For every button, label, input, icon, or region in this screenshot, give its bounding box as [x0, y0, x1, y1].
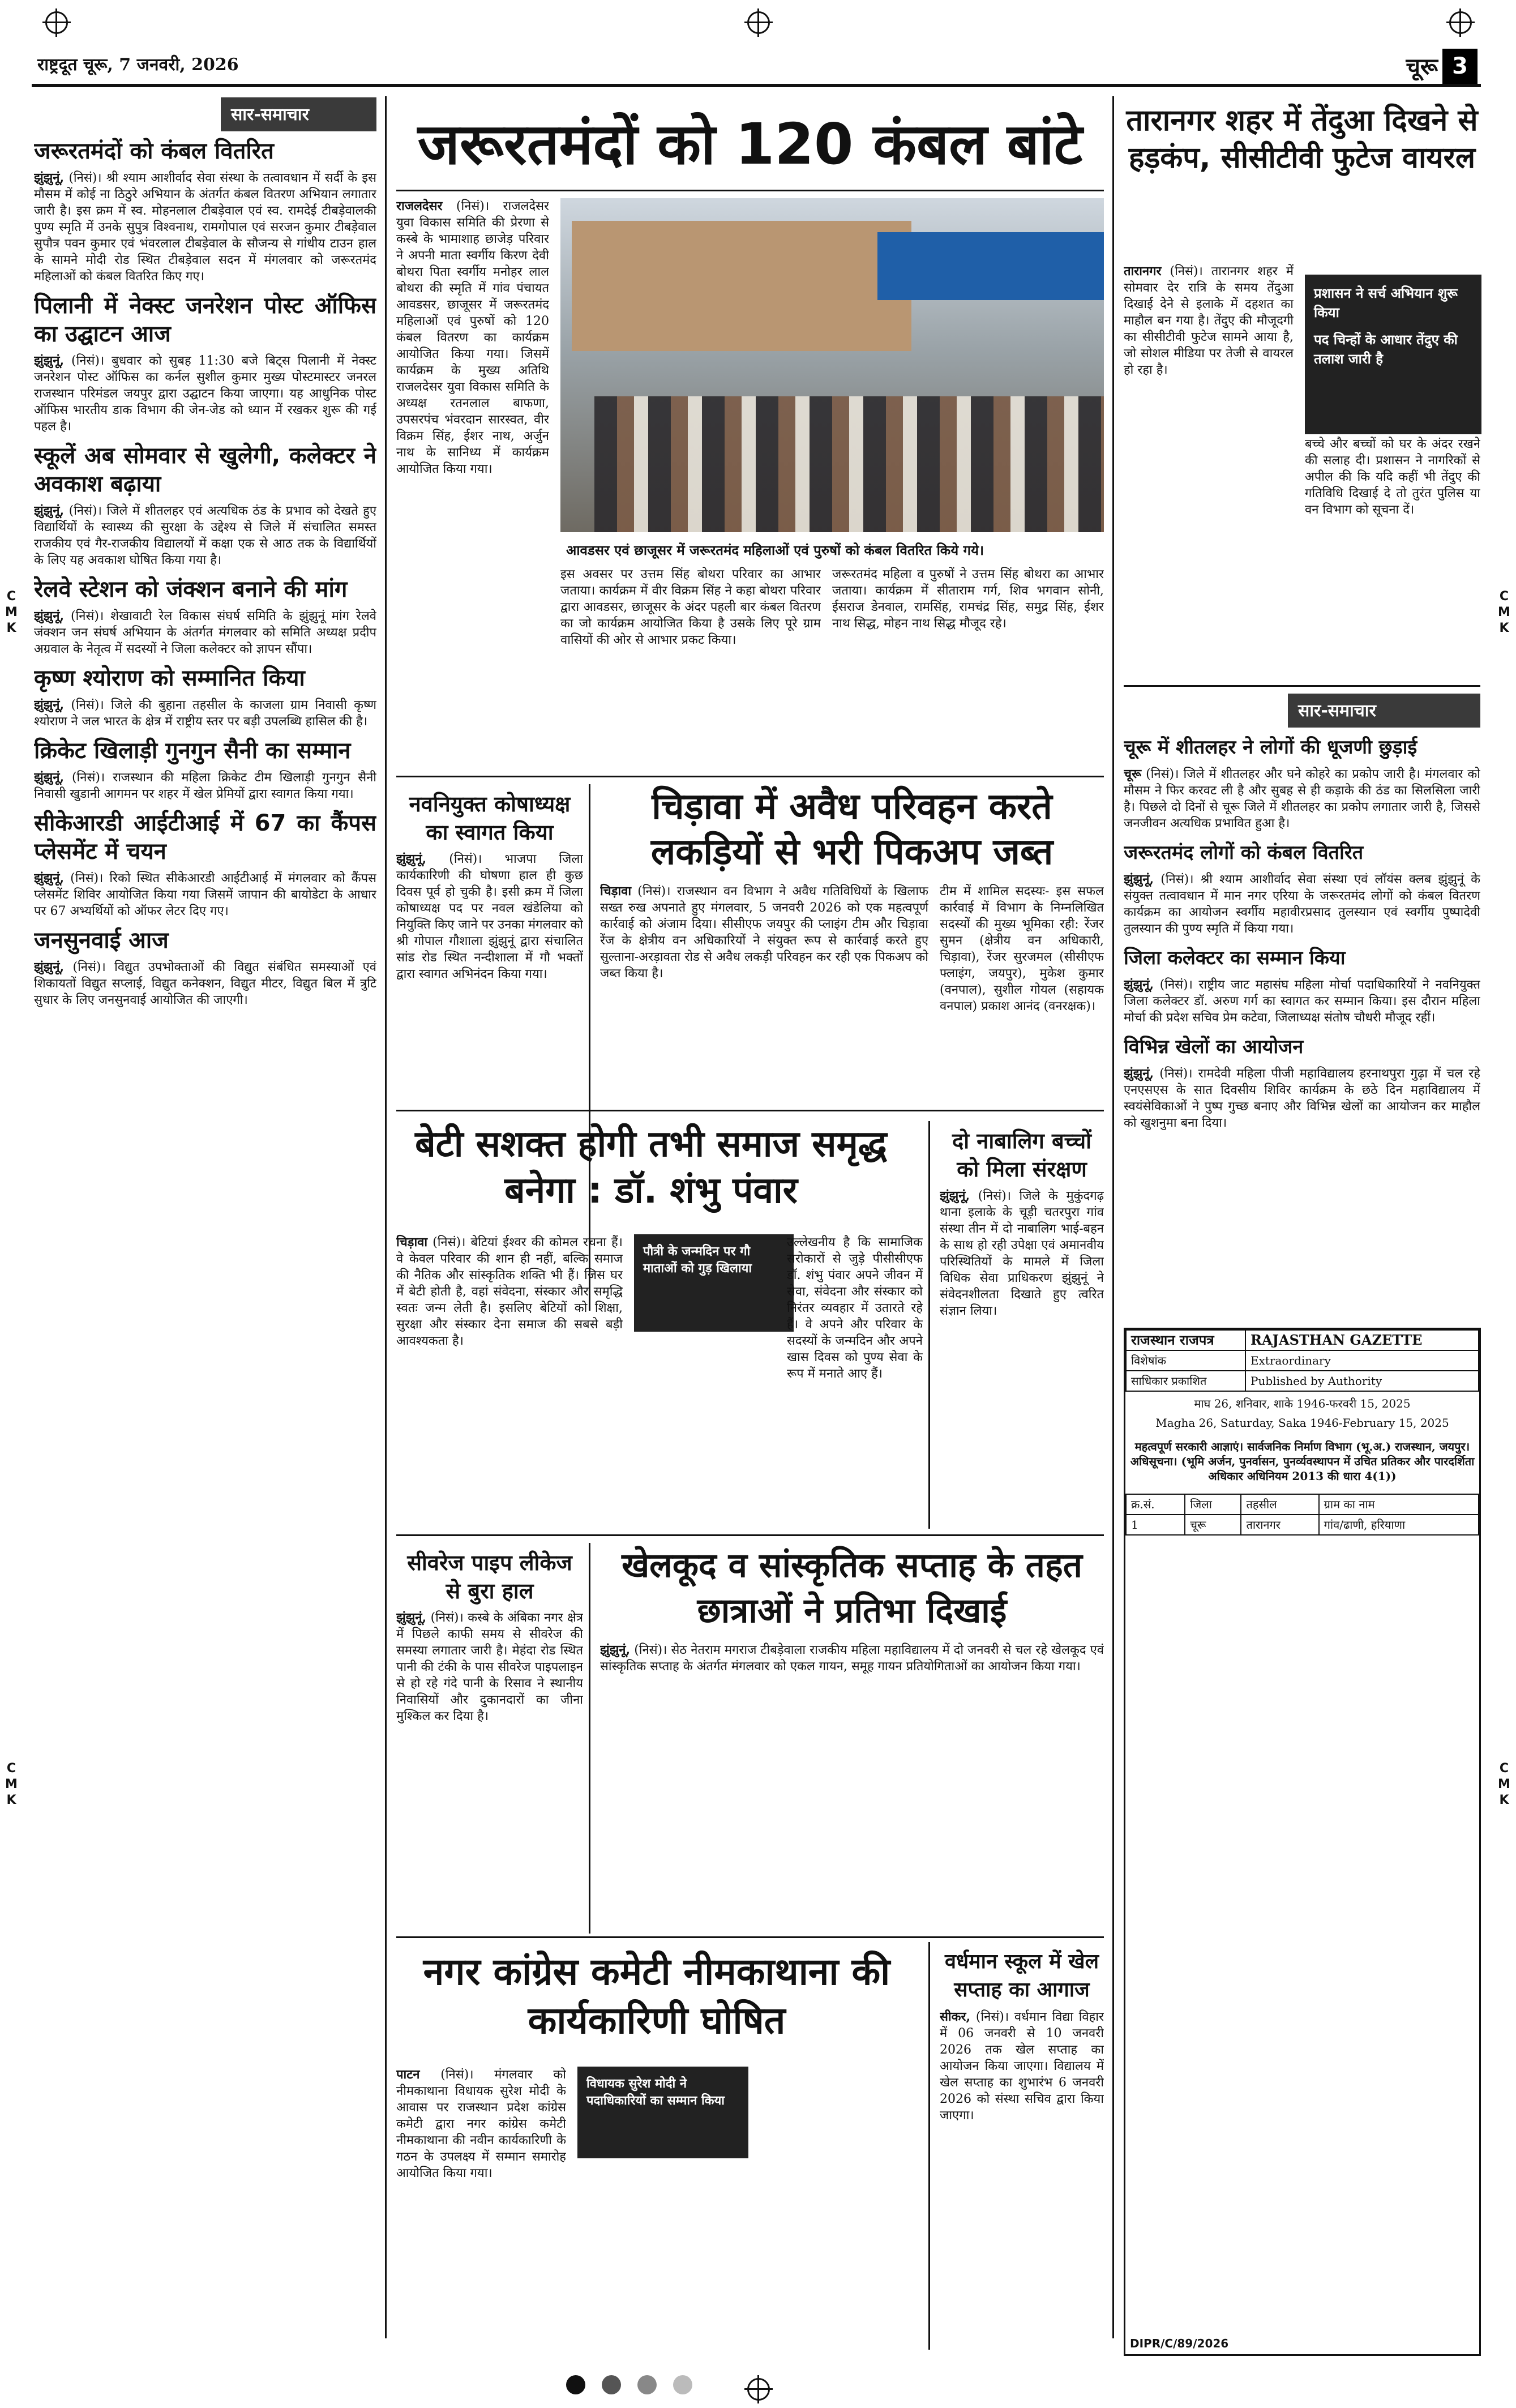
dateline: झुंझुनूं, — [34, 609, 65, 623]
photo-crowd — [594, 396, 1104, 532]
dateline: झुंझुनूं, — [34, 353, 65, 368]
article-body — [34, 697, 376, 730]
article-title: जरूरतमंदों को कंबल वितरित — [34, 138, 274, 164]
cmk-mark: C M K — [1498, 589, 1510, 635]
headline-rule — [396, 190, 1104, 191]
dateline: झुंझुनूं, — [1124, 872, 1154, 887]
article-text: (निसं)। शेखावाटी रेल विकास संघर्ष समिति के झुंझुनूं मांग रेलवे जंक्शन जन संघर्ष अभियान के अंतर्गत मंगलवार को समिति अध्यक्ष प्रदीप अग्रवाल के नेतृत्व में सदस्यों ने जिला कलेक्टर को ज्ञापन सौंपा। — [34, 609, 376, 656]
gazette-body: महत्वपूर्ण सरकारी आज्ञाएं। सार्वजनिक निर्माण विभाग (भू.अ.) राजस्थान, जयपुर। अधिसूचना। (भूमि अर्जन, पुनर्वासन, पुनर्व्यवस्थापन में उचित प्रतिकर और पारदर्शिता अधिकार अधिनियम 2013 की धारा 4(1)) — [1130, 1440, 1475, 1483]
article-body — [34, 170, 376, 285]
sports-headline: खेलकूद व सांस्कृतिक सप्ताह के तहत छात्राओं ने प्रतिभा दिखाई — [622, 1546, 1082, 1631]
section-rule — [1124, 685, 1480, 687]
article-text: (निसं)। मंगलवार को नीमकाथाना विधायक सुरेश मोदी के आवास पर राजस्थान प्रदेश कांग्रेस कमेटी द्वारा नगर कांग्रेस कमेटी नीमकाथाना की नवीन कार्यकारिणी के गठन के उपलक्ष्य में सम्मान समारोह आयोजित किया गया। — [396, 2068, 566, 2180]
article-title: जरूरतमंद लोगों को कंबल वितरित — [1124, 841, 1364, 864]
gazette-footer: DIPR/C/89/2026 — [1130, 2337, 1229, 2350]
lead-headline: जरूरतमंदों को 120 कंबल बांटे — [417, 111, 1083, 177]
bullet-item: प्रशासन ने सर्च अभियान शुरू किया — [1314, 285, 1458, 320]
article-text: (निसं)। जिले में शीतलहर और घने कोहरे का प्रकोप जारी है। मंगलवार को मौसम ने फिर करवट ली है और सुबह से ही कड़ाके की ठंड का सिलसिला जारी है। पिछले दो दिनों से चूरू जिले में शीतलहर का प्रकोप लगातार जारी है, जिससे जनजीवन अत्यधिक प्रभावित हुआ है। — [1124, 767, 1480, 831]
article-text: (निसं)। जिले में शीतलहर एवं अत्यधिक ठंड के प्रभाव को देखते हुए विद्यार्थियों के स्वास्थ्य की सुरक्षा के उद्देश्य से जिले में संचालित समस्त राजकीय एवं गैर-राजकीय विद्यालयों में कक्षा एक से आठ तक के विद्यार्थियों के लिए यह अवकाश घोषित किया गया है। — [34, 504, 376, 567]
gazette-date-hi: माघ 26, शनिवार, शाके 1946-फरवरी 15, 2025 — [1194, 1397, 1411, 1410]
highlight-box — [577, 2067, 748, 2158]
header-city: चूरू — [1406, 53, 1438, 80]
gazette-date-en: Magha 26, Saturday, Saka 1946-February 15, 2025 — [1155, 1416, 1449, 1430]
article-title: सीवरेज पाइप लीकेज से बुरा हाल — [407, 1550, 572, 1603]
section-label: सार-समाचार — [1288, 694, 1480, 728]
article-title: चूरू में शीतलहर ने लोगों की धूजणी छुड़ाई — [1124, 736, 1417, 759]
page-header — [32, 49, 1481, 87]
article-text: (निसं)। राजलदेसर युवा विकास समिति की प्रेरणा से कस्बे के भामाशाह छाजेड़ परिवार ने अपनी माता स्वर्गीय किरण देवी बोथरा पिता स्वर्गीय मनोहर लाल बोथरा की स्मृति में गांव पंचायत आवडसर, छाजूसर में जरूरतमंद महिलाओं एवं पुरुषों को 120 कंबल वितरण का कार्यक्रम आयोजित किया गया। जिसमें कार्यक्रम के मुख्य अतिथि राजलदेसर युवा विकास समिति के अध्यक्ष रतनलाल बाफणा, उपसरपंच भंवरदान सारस्वत, वीर विक्रम सिंह, ईशर नाथ, अर्जुन नाथ के सानिध्य में कार्यक्रम आयोजित किया गया। — [396, 199, 549, 476]
sewerage-story — [396, 1543, 583, 1934]
article-text: (निसं)। भाजपा जिला कार्यकारिणी की घोषणा हाल ही कुछ दिवस पूर्व हो चुकी है। इसी क्रम में जिला कोषाध्यक्ष पद पर नवल खंडेलिया को नियुक्ति किए जाने पर उनका मंगलवार को श्री गोपाल गौशाला झुंझुनूं द्वारा संचालित सांड रोड स्थित नन्दीशाला में गौ भक्तों द्वारा स्वागत अभिनंदन किया गया। — [396, 852, 583, 981]
left-column — [34, 97, 376, 2362]
article-text: (निसं)। राजस्थान वन विभाग ने अवैध गतिविधियों के खिलाफ सख्त रुख अपनाते हुए मंगलवार, 5 जनवरी 2026 को एक महत्वपूर्ण कार्रवाई को अंजाम दिया। सीसीएफ जयपुर की प्लाइंग टीम और चिड़ावा रेंज के क्षेत्रीय वन अधिकारियों ने संयुक्त रूप से कार्रवाई करते हुए सुल्ताना-अरड़ावता रोड से अवैध लकड़ी परिवहन कर रही एक पिकअप को जब्त किया है। — [600, 884, 928, 981]
dateline: झुंझुनूं, — [34, 503, 65, 518]
section-rule — [396, 1534, 1104, 1536]
cmk-mark: C M K — [1498, 1761, 1510, 1807]
lead-column-1 — [396, 198, 549, 770]
article-title: वर्धमान स्कूल में खेल सप्ताह का आगाज — [944, 1950, 1099, 2001]
color-dot — [637, 2375, 657, 2394]
dateline: झुंझुनूं, — [34, 698, 65, 712]
gazette-sub-hi: विशेषांक — [1126, 1350, 1245, 1371]
article-body — [34, 503, 376, 568]
table-cell: तारानगर — [1241, 1515, 1318, 1535]
color-dot — [673, 2375, 692, 2394]
article-title: रेलवे स्टेशन को जंक्शन बनाने की मांग — [34, 576, 348, 602]
article-text: (निसं)। बेटियां ईश्वर की कोमल रचना हैं। वे केवल परिवार की शान ही नहीं, बल्कि समाज की नैतिक और सांस्कृतिक शक्ति भी हैं। जिस घर में बेटी होती है, वहां संवेदना, संस्कार और समृद्धि स्वतः जन्म लेती है। इसलिए बेटियों को शिक्षा, सुरक्षा और संस्कार देना समाज की सबसे बड़ी आवश्यकता है। — [396, 1235, 623, 1348]
article-text: (निसं)। राष्ट्रीय जाट महासंघ महिला मोर्चा पदाधिकारियों ने नवनियुक्त जिला कलेक्टर डॉ. अरुण गर्ग का स्वागत कर सम्मान किया। इस दौरान महिला मोर्चा की प्रदेश सचिव प्रेम कटेवा, जिलाध्यक्ष संतोष चौधरी मौजूद रहीं। — [1124, 978, 1480, 1025]
color-bar — [566, 2375, 962, 2398]
article-title: जनसुनवाई आज — [34, 927, 169, 953]
lead-photo — [560, 198, 1104, 532]
registration-mark — [1449, 11, 1472, 34]
dateline: झुंझुनूं, — [600, 1643, 631, 1657]
column-rule — [1112, 96, 1114, 2338]
dateline: झुंझुनूं, — [34, 770, 65, 785]
article-text: बच्चे और बच्चों को घर के अंदर रखने की सलाह दी। प्रशासन ने नागरिकों से अपील की कि यदि कहीं भी तेंदुए की गतिविधि दिखाई दे तो तुरंत पुलिस या वन विभाग को सूचना दें। — [1305, 437, 1480, 517]
table-header: क्र.सं. — [1126, 1494, 1185, 1515]
wood-text-2 — [940, 883, 1104, 1104]
children-story — [940, 1121, 1104, 1529]
section-rule — [396, 1110, 1104, 1111]
photo-building — [572, 221, 911, 351]
article-text: (निसं)। बुधवार को सुबह 11:30 बजे बिट्स पिलानी में नेक्स्ट जनरेशन पोस्ट ऑफिस का कर्नल सुशील कुमार मुख्य पोस्टमास्टर जनरल राजस्थान परिमंडल जयपुर द्वारा उद्घाटन किया जाएगा। यह आधुनिक पोस्ट ऑफिस भारतीय डाक विभाग की जेन-जेड को ध्यान में रखकर शुरू की गई पहल है। — [34, 354, 376, 434]
lead-column-2 — [560, 566, 821, 759]
article-text: (निसं)। जिले के मुकुंदगढ़ थाना इलाके के चूड़ी चतरपुरा गांव संस्था तीन में दो नाबालिग भाई-बहन के साथ हो रही उपेक्षा एवं अमानवीय परिस्थितियों के मामले में जिला विधिक सेवा प्राधिकरण झुंझुनूं ने संवेदनशीलता दिखाते हुए त्वरित संज्ञान लिया। — [940, 1189, 1104, 1318]
dateline: सीकर, — [940, 2009, 971, 2024]
column-rule — [589, 1543, 590, 1934]
page-number: 3 — [1442, 49, 1478, 84]
bullet-item: विधायक सुरेश मोदी ने पदाधिकारियों का सम्मान किया — [586, 2077, 725, 2108]
section-rule — [396, 776, 1104, 777]
dateline: राजलदेसर — [396, 199, 443, 213]
gazette-sub-en: Extraordinary — [1245, 1350, 1479, 1371]
article-title: जिला कलेक्टर का सम्मान किया — [1124, 947, 1346, 969]
registration-mark — [747, 11, 770, 34]
gazette-auth-en: Published by Authority — [1245, 1371, 1479, 1391]
article-text: उल्लेखनीय है कि सामाजिक सरोकारों से जुड़े पीसीसीएफ डॉ. शंभु पंवार अपने जीवन में सेवा, संवेदना और संस्कार को निरंतर व्यवहार में उतारते रहे हैं। वे अपने और परिवार के सदस्यों के जन्मदिन और अपने खास दिवस को पुण्य सेवा के रूप में मनाते आए हैं। — [787, 1235, 923, 1381]
dateline: चिड़ावा — [600, 884, 632, 899]
daughter-headline: बेटी सशक्त होगी तभी समाज समृद्ध बनेगा : डॉ. शंभु पंवार — [415, 1123, 887, 1212]
article-title: स्कूलें अब सोमवार से खुलेगी, कलेक्टर ने अवकाश बढ़ाया — [34, 443, 376, 497]
article-text: (निसं)। तारानगर शहर में सोमवार देर रात्रि के समय तेंदुआ दिखाई देने से इलाके में दहशत का माहौल बन गया है। तेंदुए की मौजूदगी का सीसीटीवी फुटेज सामने आया है, जो सोशल मीडिया पर तेजी से वायरल हो रहा है। — [1124, 264, 1294, 377]
dateline: झुंझुनूं, — [940, 1188, 970, 1203]
wood-text — [600, 883, 928, 1104]
section-label: सार-समाचार — [221, 97, 376, 131]
dateline: चूरू — [1124, 767, 1142, 781]
header-date: राष्ट्रदूत चूरू, 7 जनवरी, 2026 — [37, 55, 239, 75]
column-rule — [928, 1121, 930, 1529]
article-text: टीम में शामिल सदस्यः- इस सफल कार्रवाई में विभाग के निम्नलिखित सदस्यों की मुख्य भूमिका रही: रेंजर सुमन (क्षेत्रीय वन अधिकारी, चिड़ावा), रेंजर सुरजमल (सीसीएफ फ्लाइंग, जयपुर), मुकेश कुमार (वनपाल), सुशील गोयल (सहायक वनपाल) प्रकाश आनंद (वनरक्षक)। — [940, 884, 1104, 1013]
gazette-header-table — [1125, 1329, 1479, 1392]
color-dot — [566, 2375, 585, 2394]
dateline: झुंझुनूं, — [1124, 977, 1154, 992]
article-text: (निसं)। श्री श्याम आशीर्वाद सेवा संस्था के तत्वावधान में सर्दी के इस मौसम में कोई ना ठिठुरे अभियान के अंतर्गत कंबल वितरण अभियान लगातार जारी है। इस क्रम में स्व. मोहनलाल टीबड़ेवाल एवं स्व. रामदेई टीबड़ेवालकी पुण्य स्मृति में उनके सुपुत्र विश्वनाथ, रामगोपाल एवं सरजन कुमार टीबड़ेवाल सुपौत्र पवन कुमार एवं भंवरलाल टीबड़ेवाल के सौजन्य से गांधीय टाउन हाल के सामने मोदी रोड स्थित टीबड़ेवाल सदन में मंगलवार को जरूरतमंद महिलाओं को कंबल वितरित किए गए। — [34, 171, 376, 284]
article-title: सीकेआरडी आईटीआई में 67 का कैंपस प्लेसमेंट में चयन — [34, 810, 376, 865]
leopard-headline: तारानगर शहर में तेंदुआ दिखने से हड़कंप, सीसीटीवी फुटेज वायरल — [1126, 104, 1478, 175]
article-body — [34, 353, 376, 435]
leopard-text — [1124, 263, 1294, 671]
bullet-item: पौत्री के जन्मदिन पर गौ माताओं को गुड़ खिलाया — [643, 1244, 752, 1276]
article-title: पिलानी में नेक्स्ट जनरेशन पोस्ट ऑफिस का उद्घाटन आज — [34, 293, 376, 347]
column-rule — [589, 784, 590, 1311]
color-dot — [602, 2375, 621, 2394]
article-text: (निसं)। श्री श्याम आशीर्वाद सेवा संस्था एवं लॉयंस क्लब झुंझुनूं के संयुक्त तत्वावधान में मान नगर एरिया के जरूरतमंद लोगों को कंबल वितरण कार्यक्रम का आयोजन स्वर्गीय महावीरप्रसाद तुलस्यान एवं स्वर्गीय पुष्पादेवी तुलस्यान की पुण्य स्मृति में किया गया। — [1124, 872, 1480, 936]
article-body — [34, 870, 376, 919]
table-header: ग्राम का नाम — [1319, 1494, 1479, 1515]
article-title: कृष्ण श्योराण को सम्मानित किया — [34, 665, 305, 691]
article-text: (निसं)। रिको स्थित सीकेआरडी आईटीआई में मंगलवार को कैंपस प्लेसमेंट शिविर आयोजित किया गया जिसमें जापान की बायोडेटा के आधार पर 67 अभ्यर्थियों को ऑफर लेटर दिए गए। — [34, 871, 376, 918]
table-header: जिला — [1185, 1494, 1241, 1515]
daughter-text-2 — [787, 1234, 923, 1529]
gazette-notice — [1124, 1328, 1481, 2356]
gazette-title-hi: राजस्थान राजपत्र — [1126, 1330, 1245, 1350]
column-rule — [928, 1942, 930, 2350]
article-text: जरूरतमंद महिला व पुरुषों ने उत्तम सिंह बोथरा का आभार जताया। कार्यक्रम में सीताराम गर्ग, शिव भगवान सोनी, ईसराज डेनवाल, रामसिंह, रामचंद्र सिंह, समुद्र सिंह, ईशर नाथ सिद्ध, मोहन नाथ सिद्ध मौजूद रहे। — [832, 567, 1104, 631]
bullet-item: पद चिन्हों के आधार तेंदुए की तलाश जारी है — [1314, 332, 1458, 367]
gazette-table — [1125, 1494, 1479, 1536]
leopard-text-2 — [1305, 436, 1480, 674]
dateline: झुंझुनूं, — [34, 960, 65, 974]
article-body — [34, 608, 376, 657]
column-rule — [385, 96, 387, 2338]
article-text: इस अवसर पर उत्तम सिंह बोथरा परिवार का आभार जताया। कार्यक्रम में वीर विक्रम सिंह ने कहा बोथरा परिवार द्वारा आवडसर, छाजूसर के अंदर पहली बार कंबल वितरण का जो कार्यक्रम आयोजित किया है उसके लिए पूरे ग्राम वासियों की ओर से आभार प्रकट किया। — [560, 567, 821, 647]
lead-column-3 — [832, 566, 1104, 759]
dateline: पाटन — [396, 2067, 420, 2082]
cmk-mark: C M K — [5, 1761, 18, 1807]
article-title: दो नाबालिग बच्चों को मिला संरक्षण — [952, 1128, 1091, 1182]
article-body — [34, 959, 376, 1008]
article-body — [34, 769, 376, 802]
dateline: झुंझुनूं, — [34, 871, 65, 886]
article-title: नवनियुक्त कोषाध्यक्ष का स्वागत किया — [409, 792, 571, 845]
article-text: (निसं)। कस्बे के अंबिका नगर क्षेत्र में पिछले काफी समय से सीवरेज की समस्या लगातार जारी है। मेहंदा रोड स्थित पानी की टंकी के पास सीवरेज पाइपलाइन से हो रहे गंदे पानी के रिसाव ने स्थानीय निवासियों और दुकानदारों का जीना मुश्किल कर दिया है। — [396, 1611, 583, 1723]
article-text: (निसं)। राजस्थान की महिला क्रिकेट टीम खिलाड़ी गुनगुन सैनी निवासी खुडानी आगमन पर शहर में खेल प्रेमियों द्वारा स्वागत किया गया। — [34, 771, 376, 801]
sports-text — [600, 1642, 1104, 1931]
cmk-mark: C M K — [5, 589, 18, 635]
table-cell: गांव/ढाणी, हरियाणा — [1319, 1515, 1479, 1535]
article-title: क्रिकेट खिलाड़ी गुनगुन सैनी का सम्मान — [34, 738, 351, 764]
photo-caption: आवडसर एवं छाजूसर में जरूरतमंद महिलाओं एवं पुरुषों को कंबल वितरित किये गये। — [566, 542, 984, 558]
dateline: झुंझुनूं, — [1124, 1066, 1154, 1081]
right-column — [1124, 694, 1480, 1322]
photo-banner — [877, 232, 1104, 300]
article-text: (निसं)। रामदेवी महिला पीजी महाविद्यालय हरनाथपुरा गुढ़ा में चल रहे एनएसएस के सात दिवसीय शिविर कार्यक्रम के छठे दिन महाविद्यालय में स्वयंसेविकाओं ने पुष्प गुच्छ बनाए और विभिन्न खेलों का आयोजन कर माहौल को खुशनुमा बना दिया। — [1124, 1067, 1480, 1130]
gazette-title-en: RAJASTHAN GAZETTE — [1245, 1330, 1479, 1350]
article-title: विभिन्न खेलों का आयोजन — [1124, 1036, 1304, 1058]
article-text: (निसं)। सेठ नेतराम मगराज टीबड़ेवाला राजकीय महिला महाविद्यालय में दो जनवरी से चल रहे खेलकूद एवं सांस्कृतिक सप्ताह के अंतर्गत मंगलवार को एकल गायन, समूह गायन प्रतियोगिताओं का आयोजन किया गया। — [600, 1643, 1104, 1674]
congress-text — [396, 2067, 566, 2350]
dateline: झुंझुनूं, — [396, 1610, 427, 1625]
gazette-auth-hi: साधिकार प्रकाशित — [1126, 1371, 1245, 1391]
table-cell: 1 — [1126, 1515, 1185, 1535]
wood-headline: चिड़ावा में अवैध परिवहन करते लकड़ियों से भरी पिकअप जब्त — [650, 786, 1054, 873]
article-text: (निसं)। विद्युत उपभोक्ताओं की विद्युत संबंधित समस्याओं एवं शिकायतों विद्युत सप्लाई, विद्युत कनेक्शन, विद्युत मीटर, विद्युत बिल में त्रुटि सुधार के लिए जनसुनवाई आयोजित की जाएगी। — [34, 960, 376, 1007]
article-text: (निसं)। जिले की बुहाना तहसील के काजला ग्राम निवासी कृष्ण श्योराण ने जल भारत के क्षेत्र में राष्ट्रीय स्तर पर बड़ी उपलब्धि हासिल की है। — [34, 698, 376, 729]
article-text: (निसं)। वर्धमान विद्या विहार में 06 जनवरी से 10 जनवरी 2026 तक खेल सप्ताह का आयोजन किया जाएगा। विद्यालय में खेल सप्ताह का शुभारंभ 6 जनवरी 2026 को संस्था सचिव द्वारा किया जाएगा। — [940, 2010, 1104, 2123]
vardhman-story — [940, 1942, 1104, 2350]
daughter-text — [396, 1234, 623, 1529]
dateline: झुंझुनूं, — [396, 852, 427, 866]
highlight-box — [1305, 275, 1481, 434]
registration-mark — [45, 11, 68, 34]
dateline: झुंझुनूं, — [34, 170, 65, 185]
congress-headline: नगर कांग्रेस कमेटी नीमकाथाना की कार्यकारिणी घोषित — [423, 1950, 890, 2042]
highlight-box — [634, 1234, 794, 1332]
dateline: चिड़ावा — [396, 1235, 428, 1250]
section-rule — [396, 1936, 1104, 1938]
table-header: तहसील — [1241, 1494, 1318, 1515]
dateline: तारानगर — [1124, 264, 1162, 279]
table-cell: चूरू — [1185, 1515, 1241, 1535]
